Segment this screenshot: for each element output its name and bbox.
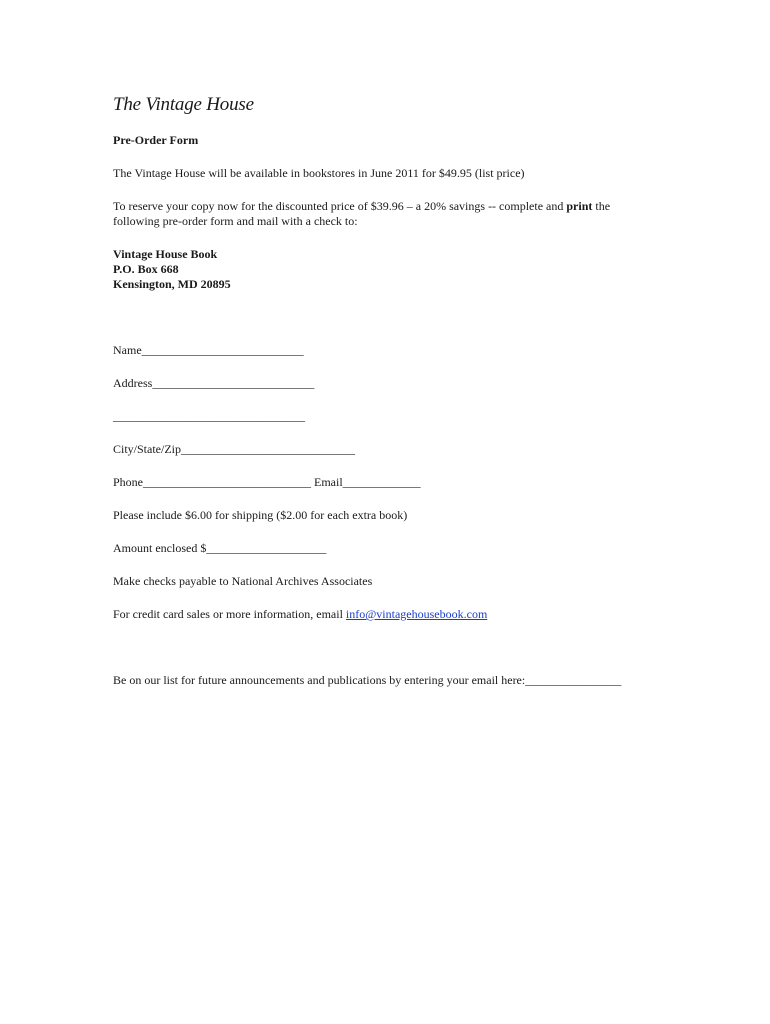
name-field[interactable]: Name___________________________ bbox=[113, 343, 304, 357]
mailing-list-signup[interactable]: Be on our list for future announcements and publications by entering your email here:________________ bbox=[113, 673, 622, 687]
reserve-text-start: To reserve your copy now for the discounted price of $39.96 – a 20% savings -- complete and bbox=[113, 199, 567, 213]
form-heading: Pre-Order Form bbox=[113, 133, 199, 147]
shipping-note: Please include $6.00 for shipping ($2.00 for each extra book) bbox=[113, 508, 408, 522]
address-field[interactable]: Address___________________________ bbox=[113, 376, 315, 390]
address-line2-field[interactable]: ________________________________ bbox=[113, 409, 305, 423]
mail-address-city: Kensington, MD 20895 bbox=[113, 277, 231, 291]
reserve-text-print: print bbox=[566, 199, 593, 213]
reserve-text-line2: following pre-order form and mail with a check to: bbox=[113, 214, 358, 228]
credit-card-text: For credit card sales or more information, email bbox=[113, 607, 346, 621]
amount-enclosed-field[interactable]: Amount enclosed $____________________ bbox=[113, 541, 327, 555]
city-state-zip-field[interactable]: City/State/Zip_____________________________ bbox=[113, 442, 355, 456]
payable-note: Make checks payable to National Archives Associates bbox=[113, 574, 373, 588]
phone-email-field[interactable]: Phone____________________________ Email_____________ bbox=[113, 475, 421, 489]
mail-address-box: P.O. Box 668 bbox=[113, 262, 179, 276]
reserve-text-end: the bbox=[592, 199, 611, 213]
credit-card-note bbox=[113, 607, 487, 622]
reserve-text-line1 bbox=[113, 199, 610, 214]
mail-address-name: Vintage House Book bbox=[113, 247, 218, 261]
email-link[interactable]: info@vintagehousebook.com bbox=[345, 607, 488, 621]
availability-text: The Vintage House will be available in bookstores in June 2011 for $49.95 (list price) bbox=[113, 166, 525, 180]
document-title: The Vintage House bbox=[113, 94, 254, 115]
